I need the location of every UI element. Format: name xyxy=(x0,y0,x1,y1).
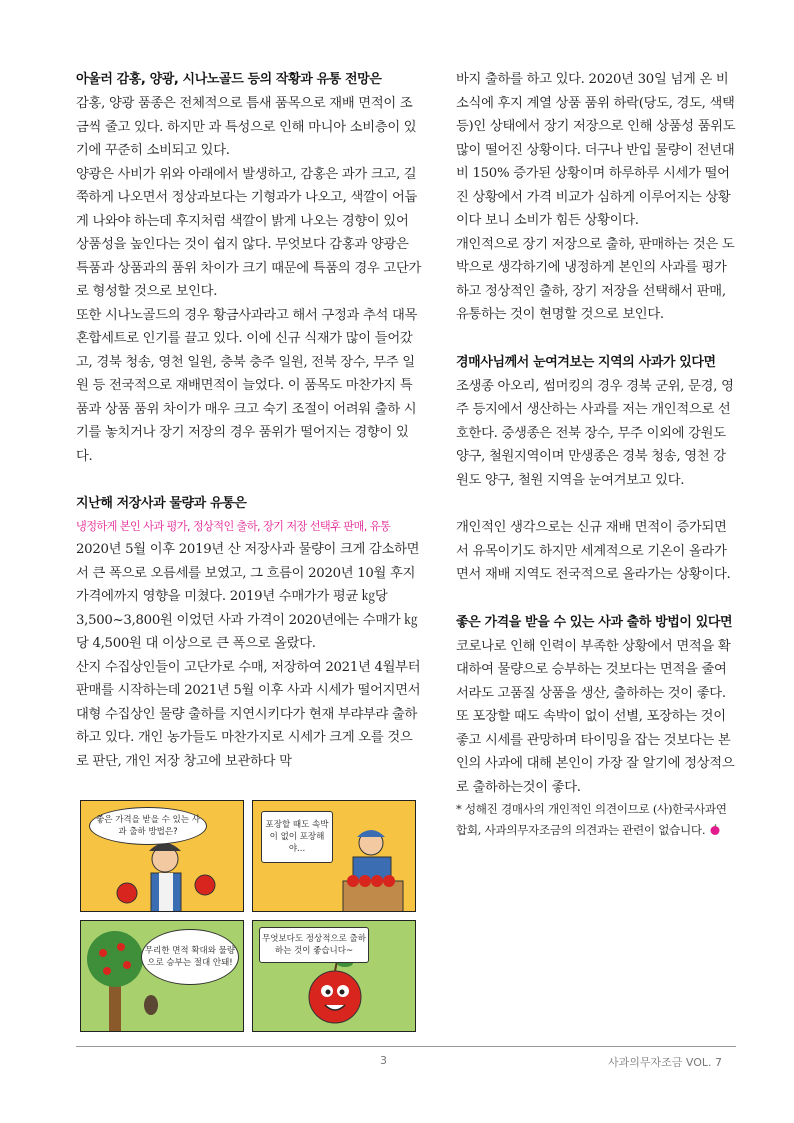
speech-bubble: 무리한 면적 확대와 물량으로 승부는 절대 안돼! xyxy=(141,929,239,985)
comic-panel-1 xyxy=(80,800,244,912)
section-subtitle: 냉정하게 본인 사과 평가, 정상적인 출하, 장기 저장 선택후 판매, 유통 xyxy=(76,520,391,533)
section-heading-shipping: 좋은 가격을 받을 수 있는 사과 출하 방법이 있다면 xyxy=(456,614,733,630)
section-heading-varieties: 아울러 감홍, 양광, 시나노골드 등의 작황과 유통 전망은 xyxy=(76,72,382,87)
disclaimer-text: * 성해진 경매사의 개인적인 의견이므로 (사)한국사과연합회, 사과의무자조금의 의견과는 관련이 없습니다. xyxy=(456,802,727,837)
paragraph: 코로나로 인해 인력이 부족한 상황에서 면적을 확대하여 물량으로 승부하는 것보다는 면적을 줄여서라도 고품질 상품을 생산, 출하하는 것이 좋다. 또 포장할 때도 속박이 없이 선별, 포장하는 것이 좋고 시세를 관망하며 타이밍을 잡는 것보다는 본인의 사과에 대해 본인이 가장 잘 알기에 정상적으로 출하하는것이 좋다. xyxy=(456,638,735,795)
paragraph: 개인적인 생각으로는 신규 재배 면적이 증가되면서 유목이기도 하지만 세계적으로 기온이 올라가면서 재배 지역도 전국적으로 올라가는 상황이다. xyxy=(456,520,731,582)
publication-name: 사과의무자조금 VOL. 7 xyxy=(608,1056,722,1069)
paragraph: 감홍, 양광 품종은 전체적으로 틈새 품목으로 재배 면적이 조금씩 줄고 있다. 하지만 과 특성으로 인해 마니아 소비층이 있기에 꾸준히 소비되고 있다. xyxy=(76,96,417,158)
comic-strip xyxy=(80,800,418,1034)
comic-panel-2 xyxy=(252,800,416,912)
paragraph: 2020년 5월 이후 2019년 산 저장사과 물량이 크게 감소하면서 큰 폭으로 오름세를 보였고, 그 흐름이 2020년 10월 후지 가격에까지 영향을 미쳤다. 2019년 수매가가 평균 ㎏당 3,500~3,800원 이었던 사과 가격이 2020년에는 수매가 ㎏당 4,500원 대 이상으로 큰 폭으로 올랐다. xyxy=(76,542,420,651)
apple-icon xyxy=(709,824,721,835)
paragraph: 산지 수집상인들이 고단가로 수매, 저장하여 2021년 4월부터 판매를 시작하는데 2021년 5월 이후 사과 시세가 떨어지면서 대형 수집상인 물량 출하를 지연시키다가 현재 부랴부랴 출하하고 있다. 개인 농가들도 마찬가지로 시세가 크게 오를 것으로 판단, 개인 저장 창고에 보관하다 막 xyxy=(76,659,421,769)
paragraph: 양광은 사비가 위와 아래에서 발생하고, 감홍은 과가 크고, 길쭉하게 나오면서 정상과보다는 기형과가 나오고, 색깔이 어둡게 나와야 하는데 후지처럼 색깔이 밝게 나오는 경향이 있어 상품성을 높인다는 것이 쉽지 않다. 무엇보다 감홍과 양광은 특품과 상품과의 품위 차이가 크기 때문에 특품의 경우 고단가로 형성할 것으로 보인다. xyxy=(76,166,422,299)
left-column xyxy=(76,68,424,773)
comic-panel-4 xyxy=(252,920,416,1032)
section-heading-storage: 지난해 저장사과 물량과 유통은 xyxy=(76,496,247,511)
section-heading-regions: 경매사님께서 눈여겨보는 지역의 사과가 있다면 xyxy=(456,354,716,370)
speech-bubble: 좋은 가격을 받을 수 있는 사과 출하 방법은? xyxy=(89,807,207,845)
paragraph: 개인적으로 장기 저장으로 출하, 판매하는 것은 도박으로 생각하기에 냉정하게 본인의 사과를 평가하고 정상적인 출하, 장기 저장을 선택해서 판매, 유통하는 것이 현명할 것으로 보인다. xyxy=(456,236,735,322)
paragraph: 또한 시나노골드의 경우 황금사과라고 해서 구정과 추석 대목 혼합세트로 인기를 끌고 있다. 이에 신규 식재가 많이 들어갔고, 경북 청송, 영천 일원, 충북 충주 일원, 전북 장수, 무주 일원 등 전국적으로 재배면적이 늘었다. 이 품목도 마찬가지 특품과 상품 품위 차이가 매우 크고 숙기 조절이 어려워 출하 시기를 놓치거나 장기 저장의 경우 품위가 떨어지는 경향이 있다. xyxy=(76,307,418,464)
right-column xyxy=(456,68,736,841)
page-number: 3 xyxy=(380,1054,387,1067)
footer-divider xyxy=(76,1046,736,1047)
speech-bubble: 포장할 때도 속박이 없이 포장해야... xyxy=(261,811,333,863)
speech-bubble: 무엇보다도 정상적으로 출하하는 것이 좋습니다~ xyxy=(259,927,369,963)
paragraph: 바지 출하를 하고 있다. 2020년 30일 넘게 온 비 소식에 후지 계열 상품 품위 하락(당도, 경도, 색택 등)인 상태에서 장기 저장으로 인해 상품성 품위도 많이 떨어진 상황이다. 더구나 반입 물량이 전년대비 150% 증가된 상황이며 하루하루 시세가 떨어진 상황에서 가격 비교가 심하게 이루어지는 상황이다 보니 소비가 힘든 상황이다. xyxy=(456,72,736,228)
disclaimer-note xyxy=(456,799,736,841)
paragraph: 조생종 아오리, 썸머킹의 경우 경북 군위, 문경, 영주 등지에서 생산하는 사과를 저는 개인적으로 선호한다. 중생종은 전북 장수, 무주 이외에 강원도 양구, 철원지역이며 만생종은 경북 청송, 영천 강원도 양구, 철원 지역을 눈여겨보고 있다. xyxy=(456,378,734,488)
comic-panel-3 xyxy=(80,920,244,1032)
